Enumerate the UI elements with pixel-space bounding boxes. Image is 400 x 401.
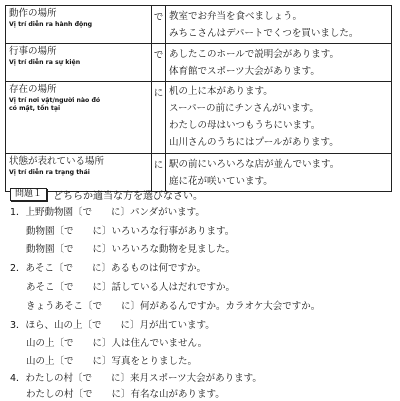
question-item: あそこ〔で に〕話している人はだれですか。 — [26, 282, 236, 293]
question-item: 3．ほら、山の上〔で に〕月が出ています。 — [10, 320, 215, 331]
table-row — [6, 44, 392, 82]
category-vi: Vị trí nơi vật/người nào đó có mặt, tồn tại — [9, 97, 101, 112]
examples — [166, 154, 392, 192]
category-jp: 状態が表れている場所 — [9, 156, 105, 167]
question-item: 動物園〔で に〕いろいろな動物を見ました。 — [26, 244, 236, 255]
question-item: 2．あそこ〔で に〕あるものは何ですか。 — [10, 263, 207, 274]
category-jp: 動作の場所 — [9, 8, 57, 19]
example: 教室でお弁当を食べましょう。 — [169, 11, 303, 22]
example: 庭に花が咲いています。 — [169, 176, 273, 187]
example: みちこさんはデパートでくつを買いました。 — [169, 28, 359, 39]
question-item: きょうあそこ〔で に〕何があるんですか。カラオケ大会ですか。 — [26, 301, 321, 312]
examples — [166, 6, 392, 44]
example: 駅の前にいろいろな店が並んでいます。 — [169, 159, 340, 170]
category-jp: 存在の場所 — [9, 84, 57, 95]
example: スーパーの前にチンさんがいます。 — [169, 103, 319, 114]
example: わたしの母はいつもうちにいます。 — [169, 120, 321, 131]
particle: で — [152, 44, 166, 82]
question-item: わたしの村〔で に〕有名な山があります。 — [26, 389, 225, 400]
question-item: 4．わたしの村〔で に〕来月スポーツ大会があります。 — [10, 373, 262, 384]
table-row — [6, 6, 392, 44]
particle: で — [152, 6, 166, 44]
category-vi: Vị trí diễn ra trạng thái — [9, 169, 90, 176]
examples — [166, 82, 392, 154]
table-row — [6, 154, 392, 192]
example: 机の上に本があります。 — [169, 86, 273, 97]
question-item: 山の上〔で に〕人は住んでいません。 — [26, 338, 208, 349]
category-jp: 行事の場所 — [9, 46, 57, 57]
category-vi: Vị trí diễn ra hành động — [9, 21, 93, 28]
exercise-header — [10, 187, 203, 202]
exercise-instruction: どちらか適当な方を選びなさい。 — [53, 191, 204, 202]
exercise-badge: 問題１ — [10, 188, 47, 201]
question-item: 動物園〔で に〕いろいろな行事があります。 — [26, 226, 235, 237]
question-item: 山の上〔で に〕写真をとりました。 — [26, 356, 198, 367]
example: 体育館でスポーツ大会があります。 — [169, 66, 320, 77]
examples — [166, 44, 392, 82]
particle: に — [152, 82, 166, 154]
category-vi: Vị trí diễn ra sự kiện — [9, 59, 81, 66]
particle: に — [152, 154, 166, 192]
example: あしたこのホールで説明会があります。 — [169, 49, 340, 60]
table-row — [6, 82, 392, 154]
example: 山川さんのうちにはプールがあります。 — [169, 137, 339, 148]
question-item: 1．上野動物園〔で に〕パンダがいます。 — [10, 207, 205, 218]
grammar-table — [5, 5, 392, 192]
